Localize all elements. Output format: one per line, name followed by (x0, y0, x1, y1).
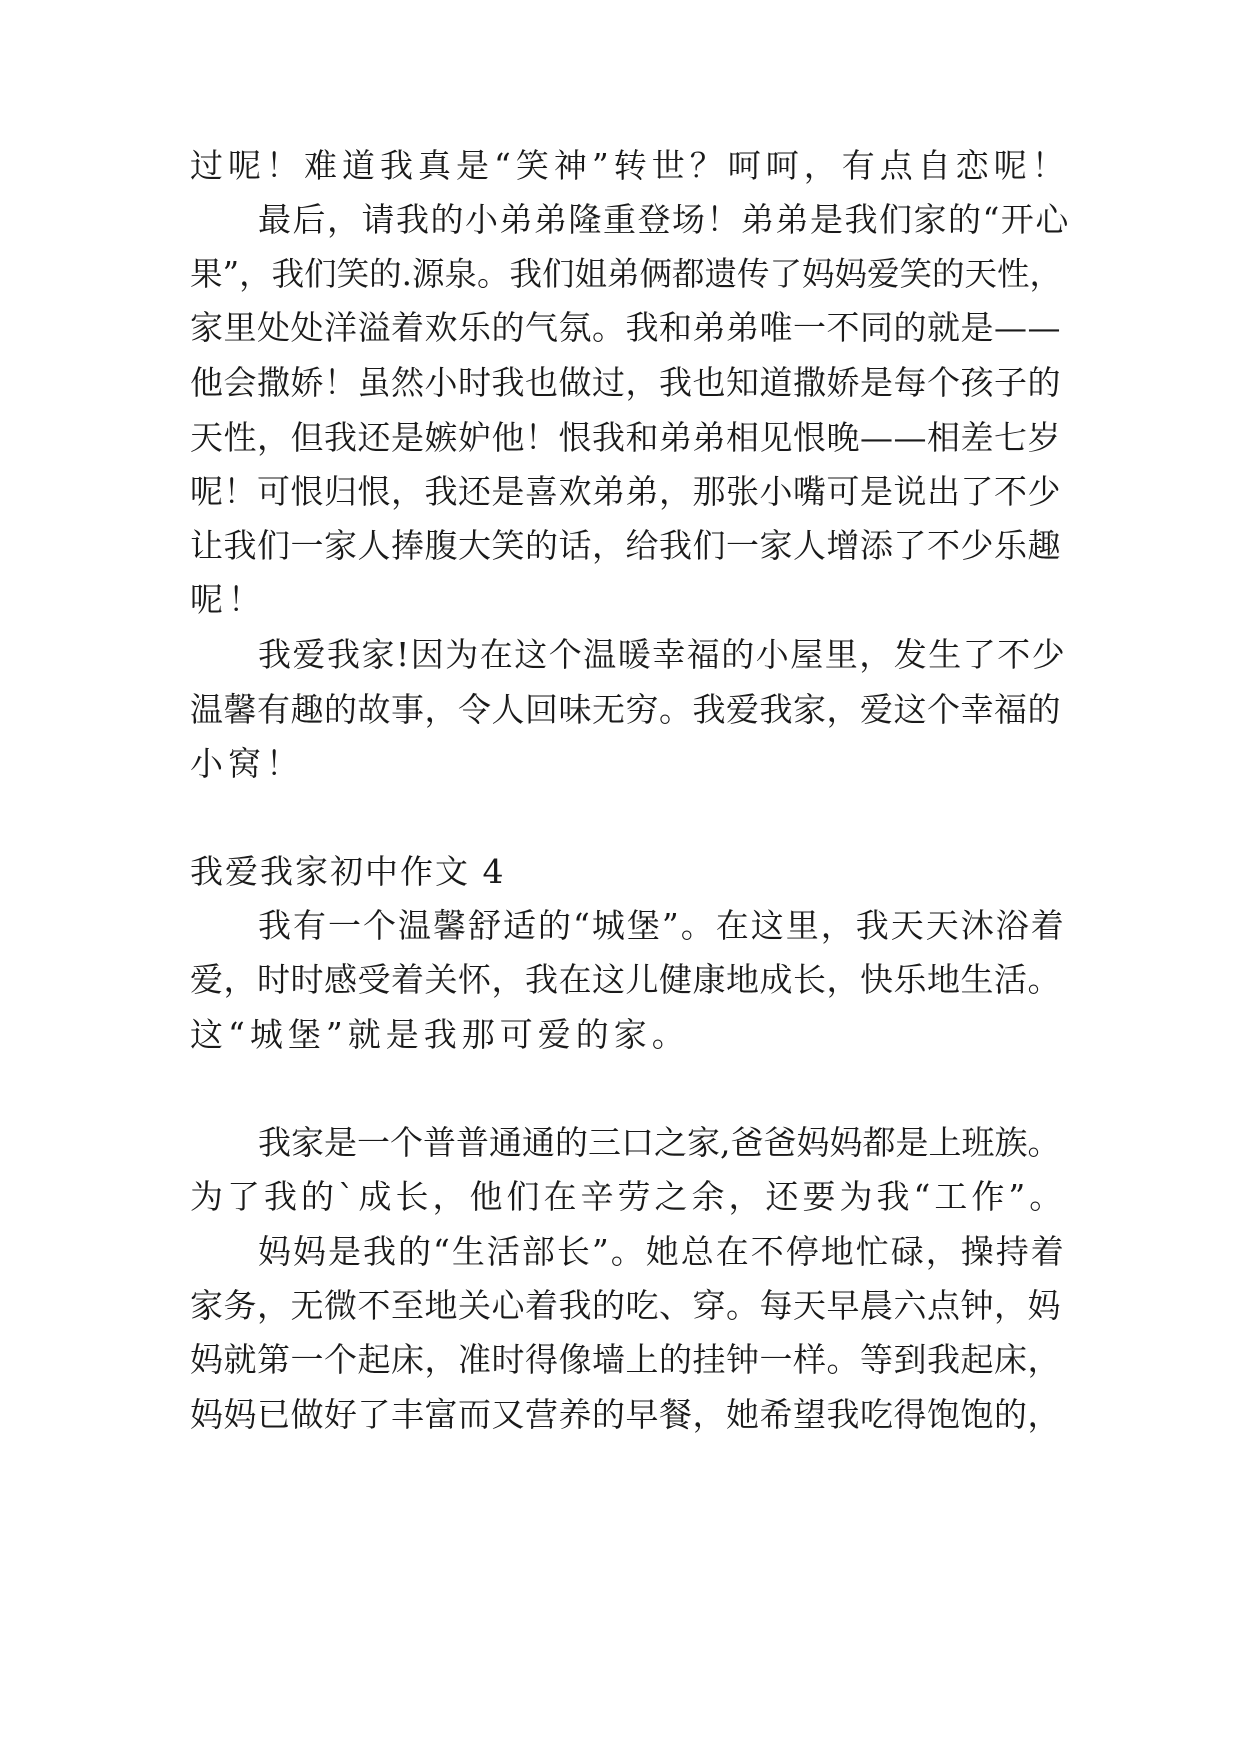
paragraph-start-line: 我家是一个普普通通的三口之家,爸爸妈妈都是上班族。 (258, 1123, 1061, 1162)
text-line: 妈就第一个起床，准时得像墙上的挂钟一样。等到我起床， (190, 1340, 1061, 1379)
text-line: 果”，我们笑的.源泉。我们姐弟俩都遗传了妈妈爱笑的天性， (190, 255, 1062, 293)
paragraph-start-line: 我有一个温馨舒适的“城堡”。在这里，我天天沐浴着 (258, 906, 1066, 945)
text-line: 爱，时时感受着关怀，我在这儿健康地成长，快乐地生活。 (190, 960, 1061, 999)
text-line: 妈妈已做好了丰富而又营养的早餐，她希望我吃得饱饱的， (190, 1395, 1061, 1434)
text-line: 为了我的`成长，他们在辛劳之余，还要为我“工作”。 (190, 1177, 1067, 1216)
text-line: 这“城堡”就是我那可爱的家。 (190, 1015, 690, 1054)
text-line: 家务，无微不至地关心着我的吃、穿。每天早晨六点钟，妈 (190, 1286, 1061, 1325)
text-line: 天性，但我还是嫉妒他！恨我和弟弟相见恨晚——相差七岁 (190, 418, 1061, 457)
paragraph-start-line: 最后，请我的小弟弟隆重登场！弟弟是我们家的“开心 (258, 200, 1070, 239)
text-line: 小窝！ (190, 744, 304, 783)
text-line: 过呢！难道我真是“笑神”转世？呵呵，有点自恋呢！ (190, 146, 1070, 185)
text-line: 呢！可恨归恨，我还是喜欢弟弟，那张小嘴可是说出了不少 (190, 472, 1061, 511)
text-line: 他会撒娇！虽然小时我也做过，我也知道撒娇是每个孩子的 (190, 363, 1061, 402)
section-heading: 我爱我家初中作文 4 (190, 852, 506, 891)
text-line: 家里处处洋溢着欢乐的气氛。我和弟弟唯一不同的就是—— (190, 308, 1061, 347)
paragraph-start-line: 妈妈是我的“生活部长”。她总在不停地忙碌，操持着 (258, 1232, 1066, 1271)
text-line: 让我们一家人捧腹大笑的话，给我们一家人增添了不少乐趣 (190, 526, 1061, 565)
text-line: 呢！ (190, 580, 266, 619)
paragraph-start-line: 我爱我家!因为在这个温暖幸福的小屋里，发生了不少 (258, 635, 1067, 674)
text-line: 温馨有趣的故事，令人回味无穷。我爱我家，爱这个幸福的 (190, 690, 1061, 729)
